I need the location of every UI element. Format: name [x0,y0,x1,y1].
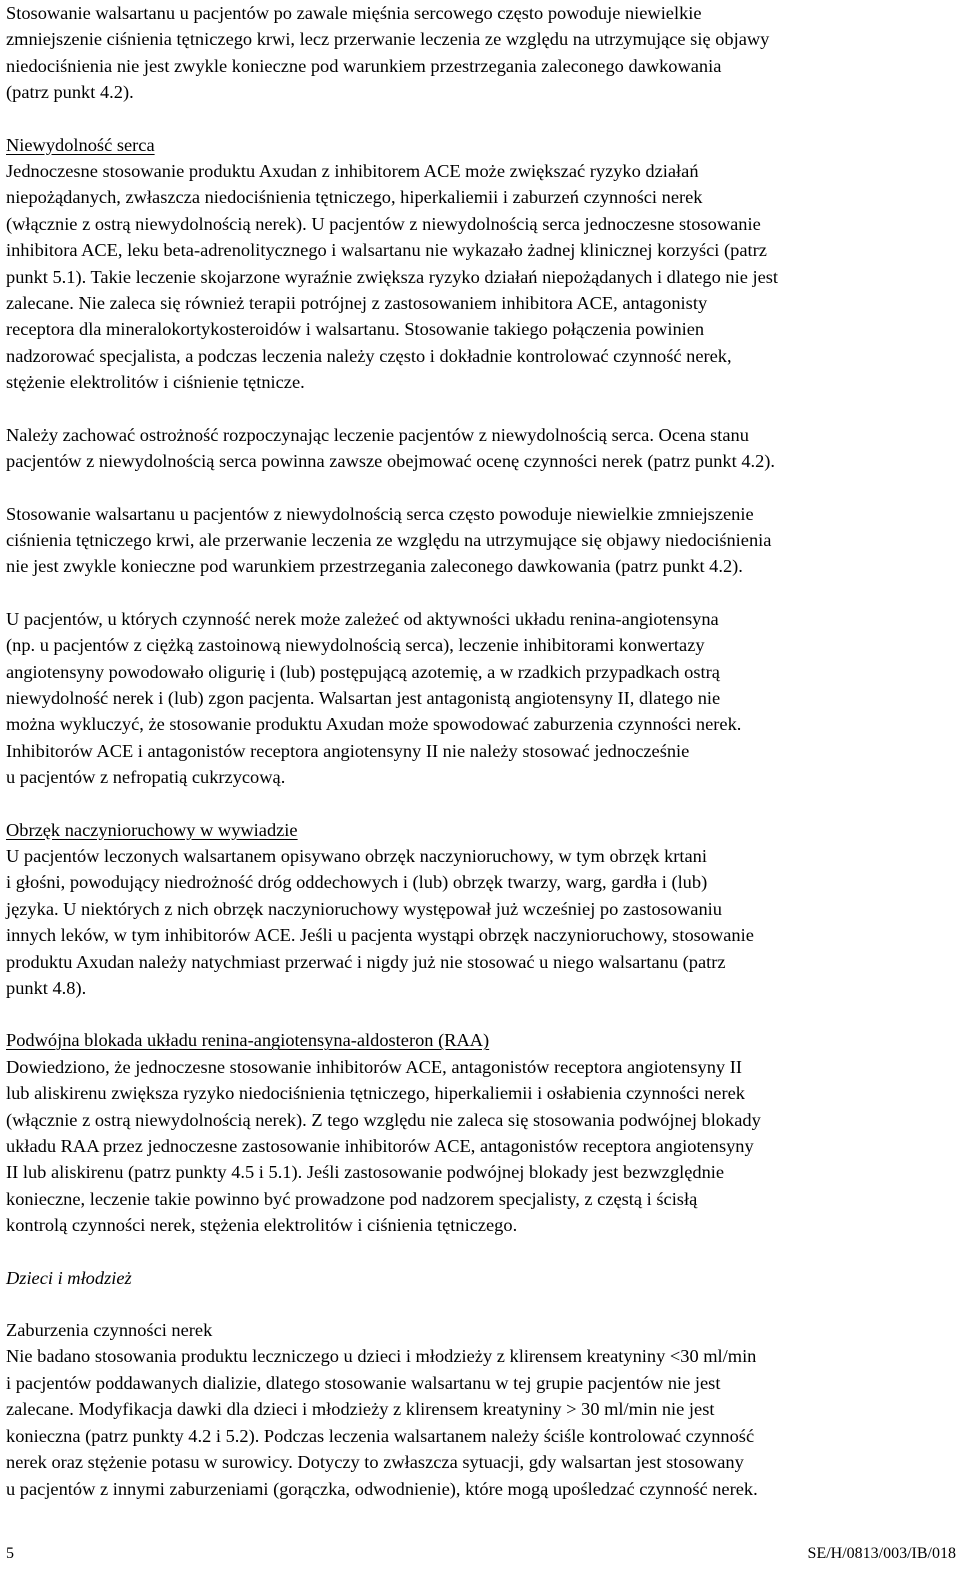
paragraph-gap [6,396,954,422]
page-number: 5 [6,1545,14,1562]
paragraph-caution-heart-failure: Należy zachować ostrożność rozpoczynając leczenie pacjentów z niewydolnością serca. Ocena stanu pacjentów z niewydolnością serca powinna zawsze obejmować ocenę czynności nerek (patrz punkt 4.2). [6,424,776,472]
paragraph-gap [6,1291,954,1317]
paragraph-angioedema: U pacjentów leczonych walsartanem opisywano obrzęk naczynioruchowy, w tym obrzęk krtani i głośni, powodujący niedrożność dróg oddechowych i (lub) obrzęk twarzy, warg, gardła i (lub) języka. U niektórych z nich obrzęk naczynioruchowy występował już wcześniej po zastosowaniu innych leków, w tym inhibitorów ACE. Jeśli u pacjenta wystąpi obrzęk naczynioruchowy, stosowanie produktu Axudan należy natychmiast przerwać i nigdy już nie stosować u niego walsartanu (patrz punkt 4.8). [6,845,754,998]
document-code: SE/H/0813/003/IB/018 [807,1545,956,1562]
paragraph-ace-combination: Jednoczesne stosowanie produktu Axudan z inhibitorem ACE może zwiększać ryzyko działań niepożądanych, zwłaszcza niedociśnienia tętniczego, hiperkaliemii i zaburzeń czynności nerek (włącznie z ostrą niewydolnością nerek). U pacjentów z niewydolnością serca jednoczesne stosowanie inhibitora ACE, leku beta-adrenolitycznego i walsartanu nie wykazało żadnej klinicznej korzyści (patrz punkt 5.1). Takie leczenie skojarzone wyraźnie zwiększa ryzyko działań niepożądanych i dlatego nie jest zalecane. Nie zaleca się również terapii potrójnej z zastosowaniem inhibitora ACE, antagonisty receptora dla mineralokortykosteroidów i walsartanu. Stosowanie takiego połączenia powinien nadzorować specjalista, a podczas leczenia należy często i dokładnie kontrolować czynność nerek, stężenie elektrolitów i ciśnienie tętnicze. [6,161,778,393]
paragraph-gap [6,106,954,132]
paragraph-renin-angiotensin-dependence: U pacjentów, u których czynność nerek może zależeć od aktywności układu renina-angiotensyna (np. u pacjentów z ciężką zastoinową niewydolnością serca), leczenie inhibitorami konwertazy angiotensyny powodowało oligurię i (lub) postępującą azotemię, a w rzadkich przypadkach ostrą niewydolność nerek i (lub) zgon pacjenta. Walsartan jest antagonistą angiotensyny II, dlatego nie można wykluczyć, że stosowanie produktu Axudan może spowodować zaburzenia czynności nerek. Inhibitorów ACE i antagonistów receptora angiotensyny II nie należy stosować jednocześnie u pacjentów z nefropatią cukrzycową. [6,608,742,788]
heading-children: Dzieci i młodzież [6,1267,132,1288]
heading-dual-raa-blockade: Podwójna blokada układu renina-angiotensyna-aldosteron (RAA) [6,1030,490,1051]
paragraph-gap [6,1239,954,1265]
paragraph-gap [6,791,954,817]
document-page [6,0,954,1502]
heading-angioedema: Obrzęk naczynioruchowy w wywiadzie [6,819,298,840]
paragraph-dual-raa-blockade: Dowiedziono, że jednoczesne stosowanie inhibitorów ACE, antagonistów receptora angiotensyny II lub aliskirenu zwiększa ryzyko niedociśnienia tętniczego, hiperkaliemii i osłabienia czynności nerek (włącznie z ostrą niewydolnością nerek). Z tego względu nie zaleca się stosowania podwójnej blokady układu RAA przez jednoczesne zastosowanie inhibitorów ACE, antagonistów receptora angiotensyny II lub aliskirenu (patrz punkty 4.5 i 5.1). Jeśli zastosowanie podwójnej blokady jest bezwzględnie konieczne, leczenie takie powinno być prowadzone pod nadzorem specjalisty, z częstą i ścisłą kontrolą czynności nerek, stężenia elektrolitów i ciśnienia tętniczego. [6,1056,761,1236]
paragraph-hf-hypotension: Stosowanie walsartanu u pacjentów z niewydolnością serca często powoduje niewielkie zmniejszenie ciśnienia tętniczego krwi, ale przerwanie leczenia ze względu na utrzymujące się objawy niedociśnienia nie jest zwykle konieczne pod warunkiem przestrzegania zaleconego dawkowania (patrz punkt 4.2). [6,503,772,577]
paragraph-gap [6,1001,954,1027]
heading-renal-impairment: Zaburzenia czynności nerek [6,1320,213,1341]
paragraph-renal-impairment-children: Nie badano stosowania produktu leczniczego u dzieci i młodzieży z klirensem kreatyniny <30 ml/min i pacjentów poddawanych dializie, dlatego stosowanie walsartanu w tej grupie pacjentów nie jest zalecane. Modyfikacja dawki dla dzieci i młodzieży z klirensem kreatyniny > 30 ml/min nie jest konieczna (patrz punkty 4.2 i 5.2). Podczas leczenia walsartanem należy ściśle kontrolować czynność nerek oraz stężenie potasu w surowicy. Dotyczy to zwłaszcza sytuacji, gdy walsartan jest stosowany u pacjentów z innymi zaburzeniami (gorączka, odwodnienie), które mogą upośledzać czynność nerek. [6,1346,758,1499]
page-footer [0,1545,960,1569]
paragraph-gap [6,475,954,501]
paragraph-gap [6,580,954,606]
heading-heart-failure: Niewydolność serca [6,134,155,155]
paragraph-mi-hypotension: Stosowanie walsartanu u pacjentów po zawale mięśnia sercowego często powoduje niewielkie zmniejszenie ciśnienia tętniczego krwi, lecz przerwanie leczenia ze względu na utrzymujące się objawy niedociśnienia nie jest zwykle konieczne pod warunkiem przestrzegania zaleconego dawkowania (patrz punkt 4.2). [6,3,770,103]
